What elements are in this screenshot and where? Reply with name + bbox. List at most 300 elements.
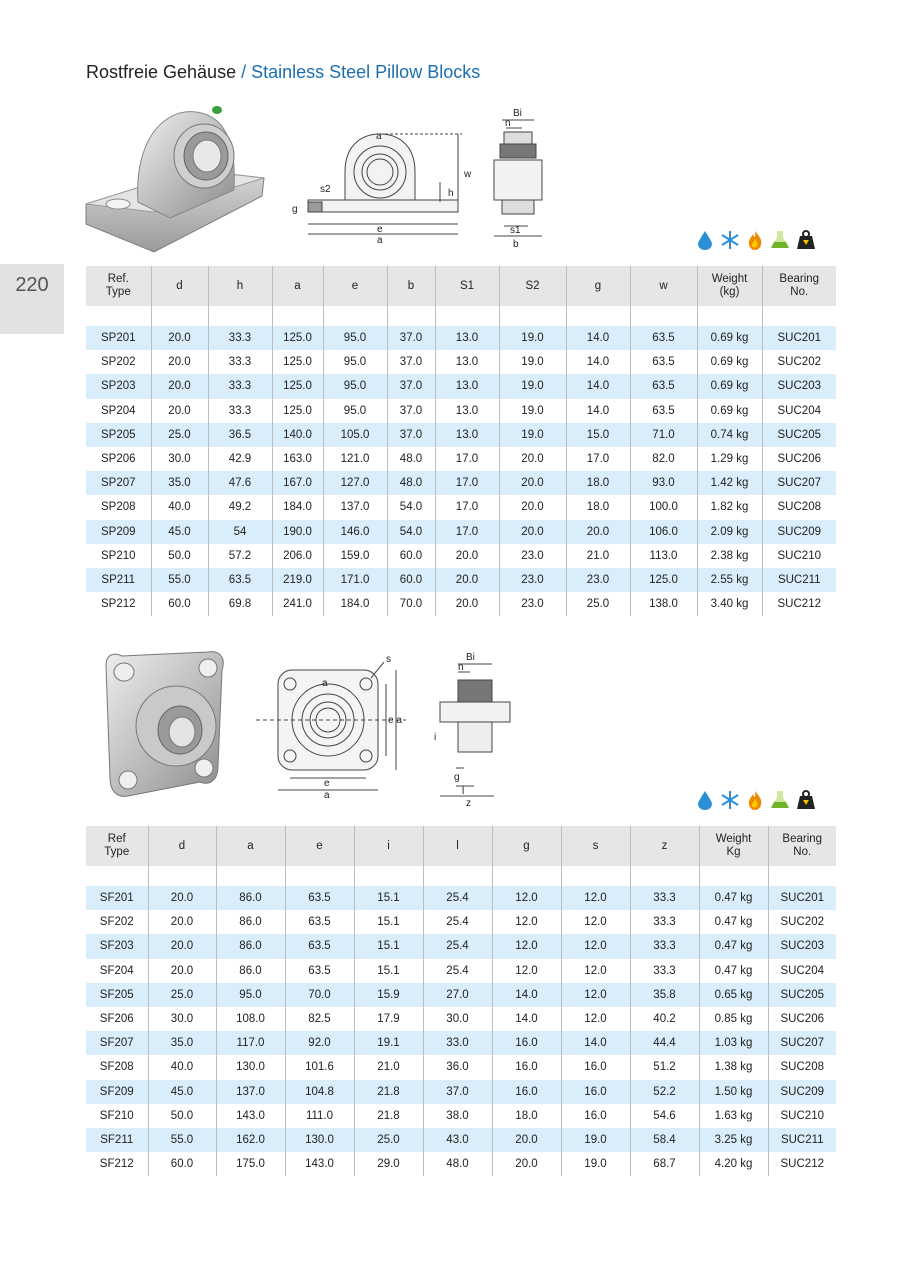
table-cell: 121.0 <box>323 447 387 471</box>
table-cell: 12.0 <box>561 983 630 1007</box>
table-cell: SUC202 <box>777 356 821 369</box>
table-cell: SUC212 <box>777 598 821 611</box>
table-cell: 55.0 <box>148 1128 216 1152</box>
table2-header <box>86 826 836 866</box>
table-cell: 37.0 <box>387 374 435 398</box>
table-cell: 15.1 <box>354 910 423 934</box>
table-cell: 48.0 <box>387 447 435 471</box>
table-row <box>86 592 836 616</box>
table-cell: 20.0 <box>499 520 566 544</box>
flame-icon <box>746 790 764 810</box>
table-cell: SP209 <box>86 520 151 544</box>
dim-w: w <box>464 169 472 180</box>
column-header: e <box>285 826 354 866</box>
table-cell: 18.0 <box>566 495 630 519</box>
table-cell: SUC210 <box>780 1109 824 1122</box>
table-cell: 63.5 <box>630 350 697 374</box>
table-cell: SF209 <box>86 1080 148 1104</box>
dim-a-bottom-flange: a <box>324 790 330 800</box>
table-cell: 20.0 <box>148 910 216 934</box>
table-cell: 95.0 <box>323 350 387 374</box>
table-cell: 37.0 <box>387 423 435 447</box>
table-cell: SUC208 <box>777 501 821 514</box>
table-cell: 71.0 <box>630 423 697 447</box>
pillow-block-front-drawing <box>290 112 480 247</box>
snowflake-icon <box>720 230 740 250</box>
table-cell: SUC206 <box>777 453 821 466</box>
table-cell: 13.0 <box>435 423 499 447</box>
table-cell: SP211 <box>86 568 151 592</box>
spacer-cell <box>285 866 354 886</box>
table-cell: 33.3 <box>630 910 699 934</box>
column-header: Weight Kg <box>699 826 768 866</box>
table-cell: 23.0 <box>499 592 566 616</box>
table-cell: SF206 <box>86 1007 148 1031</box>
table-cell: 25.4 <box>423 934 492 958</box>
table-cell: 12.0 <box>561 1007 630 1031</box>
table-cell: 30.0 <box>151 447 208 471</box>
table-row <box>86 959 836 983</box>
table-cell: 0.47 kg <box>699 959 768 983</box>
table-cell: 175.0 <box>216 1152 285 1176</box>
flange-unit-photo <box>100 646 230 800</box>
table-cell: 12.0 <box>492 934 561 958</box>
dim-e-flange: e <box>324 778 330 789</box>
table-cell: SUC212 <box>780 1158 824 1171</box>
column-header: Bearing No. <box>762 266 836 306</box>
dim-a-top-flange: a <box>322 678 328 689</box>
table-cell: 20.0 <box>151 326 208 350</box>
table-cell: 37.0 <box>387 326 435 350</box>
table-cell: 19.0 <box>499 423 566 447</box>
table-cell: 184.0 <box>272 495 323 519</box>
table-cell: 95.0 <box>323 374 387 398</box>
spacer-cell <box>561 866 630 886</box>
column-header: g <box>492 826 561 866</box>
table-row <box>86 1104 836 1128</box>
table-cell: 57.2 <box>208 544 272 568</box>
table-row <box>86 568 836 592</box>
table-cell: 113.0 <box>630 544 697 568</box>
table-cell: 42.9 <box>208 447 272 471</box>
table-row <box>86 544 836 568</box>
table-cell: 40.0 <box>151 495 208 519</box>
table-cell: 63.5 <box>285 959 354 983</box>
table-cell: 19.1 <box>354 1031 423 1055</box>
table-cell: 0.69 kg <box>697 350 762 374</box>
table-cell: 95.0 <box>323 326 387 350</box>
column-header: Ref. Type <box>86 266 151 306</box>
spacer-cell <box>354 866 423 886</box>
table-cell: 15.0 <box>566 423 630 447</box>
table-cell: 55.0 <box>151 568 208 592</box>
table-cell: SP201 <box>86 326 151 350</box>
table-cell: SUC207 <box>768 1031 836 1055</box>
table-cell: 63.5 <box>285 934 354 958</box>
table-cell: 54.0 <box>387 495 435 519</box>
dim-bi: Bi <box>513 108 522 119</box>
table-cell: 16.0 <box>561 1080 630 1104</box>
table-cell: SUC209 <box>768 1080 836 1104</box>
table-cell: 16.0 <box>561 1055 630 1079</box>
table-cell: 162.0 <box>216 1128 285 1152</box>
dim-s: s <box>386 654 391 665</box>
table-cell: 25.4 <box>423 910 492 934</box>
table-row <box>86 423 836 447</box>
table-row <box>86 910 836 934</box>
spacer-cell <box>630 306 697 326</box>
column-header: e <box>323 266 387 306</box>
table-cell: SUC201 <box>762 326 836 350</box>
weight-icon <box>796 790 816 810</box>
dim-b: b <box>513 239 519 250</box>
dim-a-bottom: a <box>377 235 383 246</box>
table-cell: 167.0 <box>272 471 323 495</box>
table-cell: 12.0 <box>561 910 630 934</box>
table-cell: 184.0 <box>323 592 387 616</box>
table-cell: 33.3 <box>208 350 272 374</box>
table-cell: 171.0 <box>323 568 387 592</box>
table-cell: 68.7 <box>630 1152 699 1176</box>
table-cell: 21.0 <box>566 544 630 568</box>
table-cell: SF201 <box>86 886 148 910</box>
page-number-tab <box>0 264 64 334</box>
table-row <box>86 983 836 1007</box>
table-cell: 16.0 <box>561 1104 630 1128</box>
spacer-cell <box>148 866 216 886</box>
column-header: s <box>561 826 630 866</box>
title-english: Stainless Steel Pillow Blocks <box>251 62 481 82</box>
table-cell: 27.0 <box>423 983 492 1007</box>
spacer-cell <box>699 866 768 886</box>
table-cell: 1.29 kg <box>697 447 762 471</box>
table-cell: 93.0 <box>630 471 697 495</box>
flange-side-drawing <box>434 650 514 810</box>
table-cell: SUC203 <box>768 934 836 958</box>
table-cell: SUC210 <box>777 549 821 562</box>
table-cell: 70.0 <box>285 983 354 1007</box>
table-cell: 15.1 <box>354 886 423 910</box>
table-cell: SP212 <box>86 592 151 616</box>
table-cell: 105.0 <box>323 423 387 447</box>
table-cell: 1.82 kg <box>697 495 762 519</box>
flange-unit-table <box>86 826 836 1176</box>
table-cell: 25.4 <box>423 959 492 983</box>
table-cell: 3.25 kg <box>699 1128 768 1152</box>
dim-h: h <box>448 188 454 199</box>
table1-body <box>86 306 836 616</box>
table-cell: 1.38 kg <box>699 1055 768 1079</box>
spacer-cell <box>272 306 323 326</box>
table-cell: 106.0 <box>630 520 697 544</box>
table-cell: 86.0 <box>216 910 285 934</box>
table-cell: 17.0 <box>435 520 499 544</box>
table-cell: 35.0 <box>151 471 208 495</box>
column-header: a <box>216 826 285 866</box>
column-header: Bearing No. <box>768 826 836 866</box>
table-cell: 0.74 kg <box>697 423 762 447</box>
table-cell: SUC202 <box>780 916 824 929</box>
water-drop-icon <box>696 230 714 250</box>
table-cell: 54 <box>208 520 272 544</box>
spacer-cell <box>492 866 561 886</box>
table-cell: 23.0 <box>499 568 566 592</box>
table-cell: 137.0 <box>216 1080 285 1104</box>
table-cell: 20.0 <box>492 1128 561 1152</box>
table-cell: 48.0 <box>387 471 435 495</box>
page-title <box>86 62 480 83</box>
table-cell: 14.0 <box>566 326 630 350</box>
table-cell: 130.0 <box>285 1128 354 1152</box>
table-cell: SP207 <box>86 471 151 495</box>
table-row <box>86 886 836 910</box>
table-cell: 18.0 <box>566 471 630 495</box>
table-cell: 69.8 <box>208 592 272 616</box>
table-cell: 50.0 <box>148 1104 216 1128</box>
table-cell: 36.0 <box>423 1055 492 1079</box>
table1-header <box>86 266 836 306</box>
table-cell: SUC206 <box>780 1013 824 1026</box>
table-cell: 44.4 <box>630 1031 699 1055</box>
table-cell: SUC201 <box>768 886 836 910</box>
table-cell: 38.0 <box>423 1104 492 1128</box>
table-cell: SP208 <box>86 495 151 519</box>
pillow-block-table <box>86 266 836 616</box>
dim-e: e <box>377 224 383 235</box>
dim-e-a-side: e a <box>388 715 402 726</box>
water-drop-icon <box>696 790 714 810</box>
table-cell: 48.0 <box>423 1152 492 1176</box>
dim-g-flange: g <box>454 772 460 783</box>
table-cell: 95.0 <box>216 983 285 1007</box>
column-header: b <box>387 266 435 306</box>
table-cell: 0.47 kg <box>699 934 768 958</box>
table-cell: 30.0 <box>148 1007 216 1031</box>
column-header: a <box>272 266 323 306</box>
table-cell: 12.0 <box>561 886 630 910</box>
table-cell: 20.0 <box>435 592 499 616</box>
column-header: S1 <box>435 266 499 306</box>
table-cell: 20.0 <box>499 447 566 471</box>
table-cell: 19.0 <box>561 1152 630 1176</box>
table-cell: SF211 <box>86 1128 148 1152</box>
table-cell: 60.0 <box>148 1152 216 1176</box>
table-cell: 19.0 <box>499 374 566 398</box>
table-cell: SUC203 <box>762 374 836 398</box>
table-cell: 50.0 <box>151 544 208 568</box>
table-cell: 100.0 <box>630 495 697 519</box>
table-cell: SF203 <box>86 934 148 958</box>
table-cell: SUC209 <box>762 520 836 544</box>
table-cell: 33.3 <box>630 959 699 983</box>
table-cell: 19.0 <box>499 399 566 423</box>
table-cell: 143.0 <box>216 1104 285 1128</box>
column-header: i <box>354 826 423 866</box>
table-cell: 63.5 <box>630 399 697 423</box>
table-cell: 25.0 <box>566 592 630 616</box>
table-cell: 12.0 <box>492 959 561 983</box>
spacer-cell <box>151 306 208 326</box>
page-number: 220 <box>15 274 49 296</box>
table-cell: SUC208 <box>780 1061 824 1074</box>
table-cell: 19.0 <box>561 1128 630 1152</box>
table-cell: SUC204 <box>777 404 821 417</box>
table-cell: 14.0 <box>566 399 630 423</box>
table-cell: 36.5 <box>208 423 272 447</box>
dim-z: z <box>466 798 471 809</box>
table-cell: 86.0 <box>216 886 285 910</box>
table-row <box>86 1055 836 1079</box>
table-cell: 111.0 <box>285 1104 354 1128</box>
flame-icon <box>746 230 764 250</box>
table-cell: SUC211 <box>768 1128 836 1152</box>
table-cell: 108.0 <box>216 1007 285 1031</box>
table-cell: 117.0 <box>216 1031 285 1055</box>
table-cell: 54.6 <box>630 1104 699 1128</box>
table-row <box>86 350 836 374</box>
spacer-cell <box>630 866 699 886</box>
table-cell: 4.20 kg <box>699 1152 768 1176</box>
table-cell: 45.0 <box>151 520 208 544</box>
table-cell: 13.0 <box>435 326 499 350</box>
dim-g: g <box>292 204 298 215</box>
table-cell: 0.69 kg <box>697 326 762 350</box>
table-row <box>86 934 836 958</box>
table-row <box>86 1152 836 1176</box>
spacer-cell <box>435 306 499 326</box>
table-cell: SUC207 <box>762 471 836 495</box>
table-cell: 43.0 <box>423 1128 492 1152</box>
table-cell: 2.55 kg <box>697 568 762 592</box>
table-cell: 21.0 <box>354 1055 423 1079</box>
table-cell: 0.47 kg <box>699 910 768 934</box>
table-cell: 20.0 <box>148 934 216 958</box>
table-cell: 1.42 kg <box>697 471 762 495</box>
table-cell: 33.3 <box>208 326 272 350</box>
pillow-block-side-drawing <box>488 104 548 250</box>
table-cell: 17.0 <box>566 447 630 471</box>
table-cell: 12.0 <box>561 959 630 983</box>
table-cell: 12.0 <box>561 934 630 958</box>
table-cell: 92.0 <box>285 1031 354 1055</box>
flange-front-drawing <box>256 650 416 800</box>
spacer-cell <box>387 306 435 326</box>
table-cell: 16.0 <box>492 1055 561 1079</box>
column-header: h <box>208 266 272 306</box>
table-cell: 12.0 <box>492 886 561 910</box>
spacer-cell <box>762 306 836 326</box>
table-cell: 13.0 <box>435 399 499 423</box>
table-cell: 19.0 <box>499 326 566 350</box>
table-cell: 25.4 <box>423 886 492 910</box>
table-cell: 20.0 <box>499 495 566 519</box>
table-cell: 37.0 <box>387 399 435 423</box>
table-cell: 2.09 kg <box>697 520 762 544</box>
table-cell: SUC205 <box>768 983 836 1007</box>
table-cell: 125.0 <box>272 399 323 423</box>
table-cell: 25.0 <box>151 423 208 447</box>
table-cell: 15.9 <box>354 983 423 1007</box>
table-cell: 86.0 <box>216 934 285 958</box>
table2-body <box>86 866 836 1176</box>
table-cell: 3.40 kg <box>697 592 762 616</box>
dim-bi-flange: Bi <box>466 652 475 663</box>
table-cell: 20.0 <box>151 374 208 398</box>
table-row <box>86 447 836 471</box>
column-header: l <box>423 826 492 866</box>
table-cell: 33.3 <box>208 399 272 423</box>
table-cell: 60.0 <box>151 592 208 616</box>
spacer-cell <box>323 306 387 326</box>
table-cell: 159.0 <box>323 544 387 568</box>
dim-n-flange: n <box>458 662 464 673</box>
table-cell: SP210 <box>86 544 151 568</box>
table-cell: SP205 <box>86 423 151 447</box>
table-cell: 219.0 <box>272 568 323 592</box>
table-row <box>86 1007 836 1031</box>
table-row <box>86 399 836 423</box>
table-cell: 63.5 <box>630 326 697 350</box>
table-cell: 20.0 <box>492 1152 561 1176</box>
title-separator: / <box>236 62 252 82</box>
table-cell: 20.0 <box>148 959 216 983</box>
spacer-cell <box>208 306 272 326</box>
table-cell: 35.0 <box>148 1031 216 1055</box>
table-cell: 12.0 <box>492 910 561 934</box>
column-header: g <box>566 266 630 306</box>
table-row <box>86 520 836 544</box>
table-cell: SF210 <box>86 1104 148 1128</box>
dim-a-top: a <box>376 131 382 142</box>
table-row <box>86 471 836 495</box>
spacer-cell <box>499 306 566 326</box>
table-cell: 20.0 <box>435 568 499 592</box>
table-cell: 14.0 <box>566 350 630 374</box>
table-cell: 14.0 <box>561 1031 630 1055</box>
table-cell: 16.0 <box>492 1080 561 1104</box>
table-cell: 63.5 <box>285 910 354 934</box>
table-cell: 17.0 <box>435 495 499 519</box>
table-cell: 20.0 <box>148 886 216 910</box>
table-cell: SF204 <box>86 959 148 983</box>
table-cell: SP204 <box>86 399 151 423</box>
table-cell: SF208 <box>86 1055 148 1079</box>
table-cell: 21.8 <box>354 1080 423 1104</box>
table-row <box>86 1128 836 1152</box>
title-german: Rostfreie Gehäuse <box>86 62 237 82</box>
table-cell: 86.0 <box>216 959 285 983</box>
table-cell: 49.2 <box>208 495 272 519</box>
table-cell: 0.65 kg <box>699 983 768 1007</box>
table-cell: SF205 <box>86 983 148 1007</box>
table-cell: SUC211 <box>762 568 836 592</box>
table-cell: 63.5 <box>285 886 354 910</box>
table-cell: 0.69 kg <box>697 399 762 423</box>
table-cell: 60.0 <box>387 544 435 568</box>
table-cell: 21.8 <box>354 1104 423 1128</box>
table-cell: 14.0 <box>492 1007 561 1031</box>
table-cell: 127.0 <box>323 471 387 495</box>
table-cell: 0.85 kg <box>699 1007 768 1031</box>
table-cell: 125.0 <box>272 374 323 398</box>
spacer-cell <box>697 306 762 326</box>
column-header: S2 <box>499 266 566 306</box>
table-row <box>86 374 836 398</box>
column-header: z <box>630 826 699 866</box>
table-cell: 125.0 <box>630 568 697 592</box>
table-cell: 52.2 <box>630 1080 699 1104</box>
table-cell: 20.0 <box>151 350 208 374</box>
